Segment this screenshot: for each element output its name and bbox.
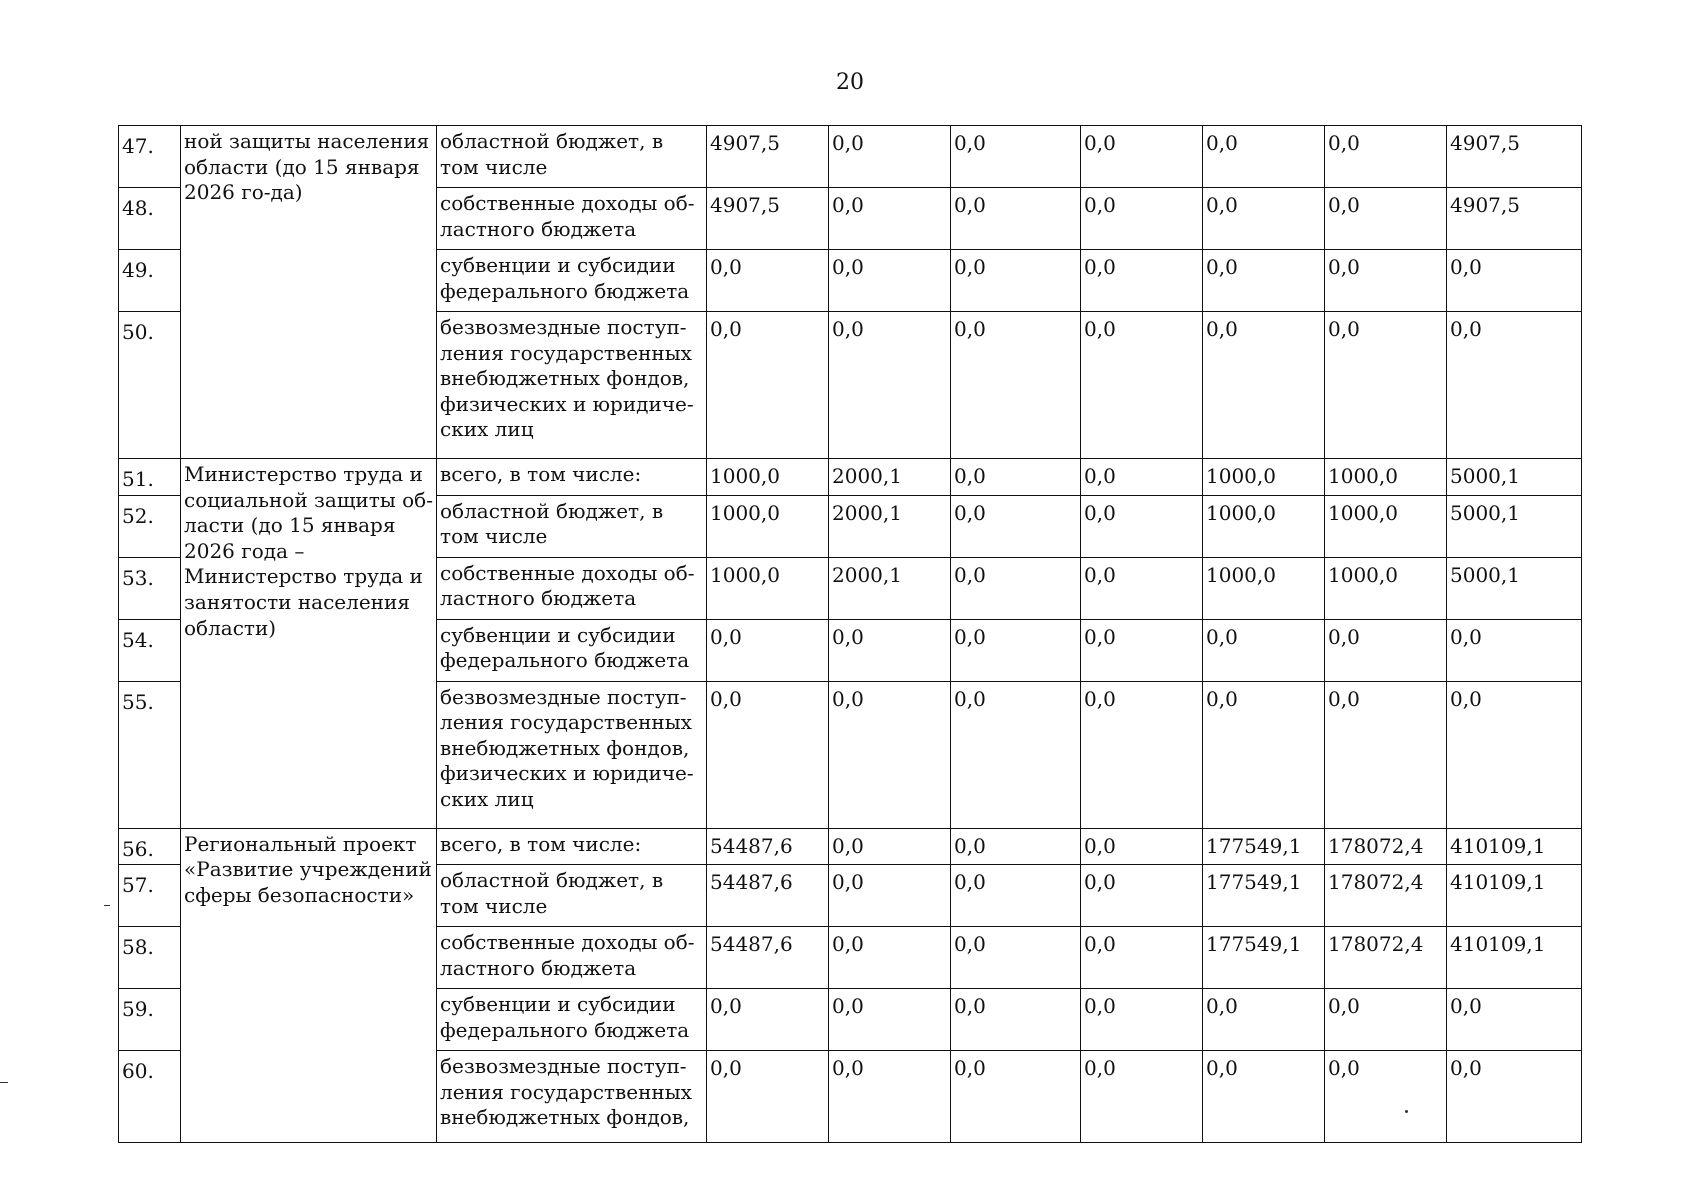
funding-source-cell: собственные доходы об-ластного бюджета: [437, 188, 707, 250]
value-cell: 1000,0: [707, 557, 829, 619]
value-cell: 0,0: [951, 126, 1081, 188]
value-cell: 0,0: [829, 126, 951, 188]
value-cell: 0,0: [1081, 828, 1203, 865]
value-cell: 0,0: [1203, 619, 1325, 681]
value-cell: 1000,0: [1203, 495, 1325, 557]
row-number: 59.: [119, 989, 181, 1051]
funding-source-cell: безвозмездные поступ-ления государственных внебюджетных фондов, физических и юридиче-ских лиц: [437, 681, 707, 828]
total-value-cell: 0,0: [1447, 1051, 1582, 1143]
table-row: [119, 459, 1582, 496]
organization-cell: Министерство труда и социальной защиты об-ласти (до 15 января 2026 года – Министерство труда и занятости населения области): [181, 459, 437, 829]
total-value-cell: 410109,1: [1447, 865, 1582, 927]
total-value-cell: 0,0: [1447, 312, 1582, 459]
value-cell: 178072,4: [1325, 865, 1447, 927]
value-cell: 0,0: [829, 188, 951, 250]
value-cell: 0,0: [1081, 865, 1203, 927]
value-cell: 0,0: [1325, 1051, 1447, 1143]
budget-table: [118, 125, 1582, 1143]
organization-cell: ной защиты населения области (до 15 января 2026 го-да): [181, 126, 437, 459]
value-cell: 0,0: [707, 1051, 829, 1143]
value-cell: 0,0: [829, 681, 951, 828]
row-number: 56.: [119, 828, 181, 865]
funding-source-cell: собственные доходы об-ластного бюджета: [437, 927, 707, 989]
value-cell: 1000,0: [1325, 459, 1447, 496]
row-number: 50.: [119, 312, 181, 459]
value-cell: 54487,6: [707, 828, 829, 865]
value-cell: 54487,6: [707, 865, 829, 927]
value-cell: 0,0: [1081, 557, 1203, 619]
value-cell: 0,0: [707, 250, 829, 312]
value-cell: 2000,1: [829, 557, 951, 619]
value-cell: 0,0: [951, 681, 1081, 828]
value-cell: 0,0: [829, 828, 951, 865]
row-number: 51.: [119, 459, 181, 496]
total-value-cell: 0,0: [1447, 681, 1582, 828]
value-cell: 0,0: [951, 1051, 1081, 1143]
scan-mark: [0, 1082, 8, 1083]
total-value-cell: 410109,1: [1447, 927, 1582, 989]
value-cell: 0,0: [1203, 188, 1325, 250]
total-value-cell: 4907,5: [1447, 188, 1582, 250]
value-cell: 0,0: [1203, 250, 1325, 312]
value-cell: 1000,0: [707, 459, 829, 496]
funding-source-cell: безвозмездные поступ-ления государственных внебюджетных фондов, физических и юридиче-ских лиц: [437, 312, 707, 459]
row-number: 58.: [119, 927, 181, 989]
value-cell: 0,0: [1081, 126, 1203, 188]
value-cell: 0,0: [829, 927, 951, 989]
value-cell: 178072,4: [1325, 828, 1447, 865]
value-cell: 1000,0: [707, 495, 829, 557]
value-cell: 0,0: [1081, 1051, 1203, 1143]
value-cell: 0,0: [707, 681, 829, 828]
table-row: [119, 126, 1582, 188]
value-cell: 177549,1: [1203, 828, 1325, 865]
value-cell: 0,0: [1081, 495, 1203, 557]
value-cell: 178072,4: [1325, 927, 1447, 989]
value-cell: 2000,1: [829, 495, 951, 557]
total-value-cell: 0,0: [1447, 989, 1582, 1051]
value-cell: 0,0: [1203, 989, 1325, 1051]
value-cell: 0,0: [829, 989, 951, 1051]
row-number: 49.: [119, 250, 181, 312]
value-cell: 0,0: [707, 619, 829, 681]
total-value-cell: 5000,1: [1447, 557, 1582, 619]
value-cell: 0,0: [1203, 312, 1325, 459]
value-cell: 0,0: [1081, 459, 1203, 496]
value-cell: 0,0: [1325, 188, 1447, 250]
value-cell: 0,0: [951, 619, 1081, 681]
funding-source-cell: всего, в том числе:: [437, 459, 707, 496]
funding-source-cell: субвенции и субсидии федерального бюджета: [437, 250, 707, 312]
value-cell: 0,0: [951, 828, 1081, 865]
value-cell: 177549,1: [1203, 865, 1325, 927]
total-value-cell: 410109,1: [1447, 828, 1582, 865]
scan-mark: [1405, 1110, 1408, 1113]
value-cell: 4907,5: [707, 126, 829, 188]
row-number: 54.: [119, 619, 181, 681]
funding-source-cell: собственные доходы об-ластного бюджета: [437, 557, 707, 619]
value-cell: 0,0: [829, 865, 951, 927]
funding-source-cell: областной бюджет, в том числе: [437, 126, 707, 188]
value-cell: 0,0: [1203, 126, 1325, 188]
value-cell: 0,0: [951, 250, 1081, 312]
value-cell: 1000,0: [1203, 459, 1325, 496]
table-body: [119, 126, 1582, 1143]
funding-source-cell: областной бюджет, в том числе: [437, 865, 707, 927]
value-cell: 0,0: [829, 312, 951, 459]
funding-source-cell: субвенции и субсидии федерального бюджета: [437, 989, 707, 1051]
value-cell: 0,0: [707, 989, 829, 1051]
row-number: 57.: [119, 865, 181, 927]
value-cell: 0,0: [951, 312, 1081, 459]
value-cell: 0,0: [951, 459, 1081, 496]
value-cell: 54487,6: [707, 927, 829, 989]
row-number: 53.: [119, 557, 181, 619]
value-cell: 0,0: [1081, 619, 1203, 681]
scan-mark: [104, 905, 110, 906]
value-cell: 1000,0: [1325, 495, 1447, 557]
total-value-cell: 0,0: [1447, 619, 1582, 681]
value-cell: 0,0: [951, 557, 1081, 619]
value-cell: 2000,1: [829, 459, 951, 496]
value-cell: 0,0: [951, 989, 1081, 1051]
value-cell: 0,0: [707, 312, 829, 459]
funding-source-cell: всего, в том числе:: [437, 828, 707, 865]
value-cell: 0,0: [1081, 188, 1203, 250]
funding-source-cell: безвозмездные поступ-ления государственных внебюджетных фондов,: [437, 1051, 707, 1143]
value-cell: 0,0: [1203, 681, 1325, 828]
value-cell: 4907,5: [707, 188, 829, 250]
funding-source-cell: субвенции и субсидии федерального бюджета: [437, 619, 707, 681]
value-cell: 0,0: [1081, 989, 1203, 1051]
value-cell: 0,0: [1325, 126, 1447, 188]
value-cell: 0,0: [1081, 681, 1203, 828]
value-cell: 0,0: [1325, 619, 1447, 681]
total-value-cell: 4907,5: [1447, 126, 1582, 188]
value-cell: 0,0: [1325, 681, 1447, 828]
value-cell: 0,0: [829, 250, 951, 312]
value-cell: 0,0: [1325, 250, 1447, 312]
value-cell: 0,0: [1203, 1051, 1325, 1143]
value-cell: 0,0: [1081, 312, 1203, 459]
row-number: 52.: [119, 495, 181, 557]
value-cell: 0,0: [951, 188, 1081, 250]
value-cell: 0,0: [829, 1051, 951, 1143]
value-cell: 0,0: [829, 619, 951, 681]
value-cell: 0,0: [1081, 250, 1203, 312]
value-cell: 177549,1: [1203, 927, 1325, 989]
value-cell: 1000,0: [1203, 557, 1325, 619]
row-number: 47.: [119, 126, 181, 188]
value-cell: 0,0: [951, 927, 1081, 989]
row-number: 60.: [119, 1051, 181, 1143]
value-cell: 1000,0: [1325, 557, 1447, 619]
value-cell: 0,0: [1325, 312, 1447, 459]
value-cell: 0,0: [951, 865, 1081, 927]
total-value-cell: 5000,1: [1447, 495, 1582, 557]
organization-cell: Региональный проект «Развитие учреждений сферы безопасности»: [181, 828, 437, 1143]
funding-source-cell: областной бюджет, в том числе: [437, 495, 707, 557]
total-value-cell: 0,0: [1447, 250, 1582, 312]
value-cell: 0,0: [1325, 989, 1447, 1051]
table-row: [119, 828, 1582, 865]
page-number: 20: [836, 70, 864, 95]
total-value-cell: 5000,1: [1447, 459, 1582, 496]
value-cell: 0,0: [1081, 927, 1203, 989]
value-cell: 0,0: [951, 495, 1081, 557]
row-number: 48.: [119, 188, 181, 250]
row-number: 55.: [119, 681, 181, 828]
